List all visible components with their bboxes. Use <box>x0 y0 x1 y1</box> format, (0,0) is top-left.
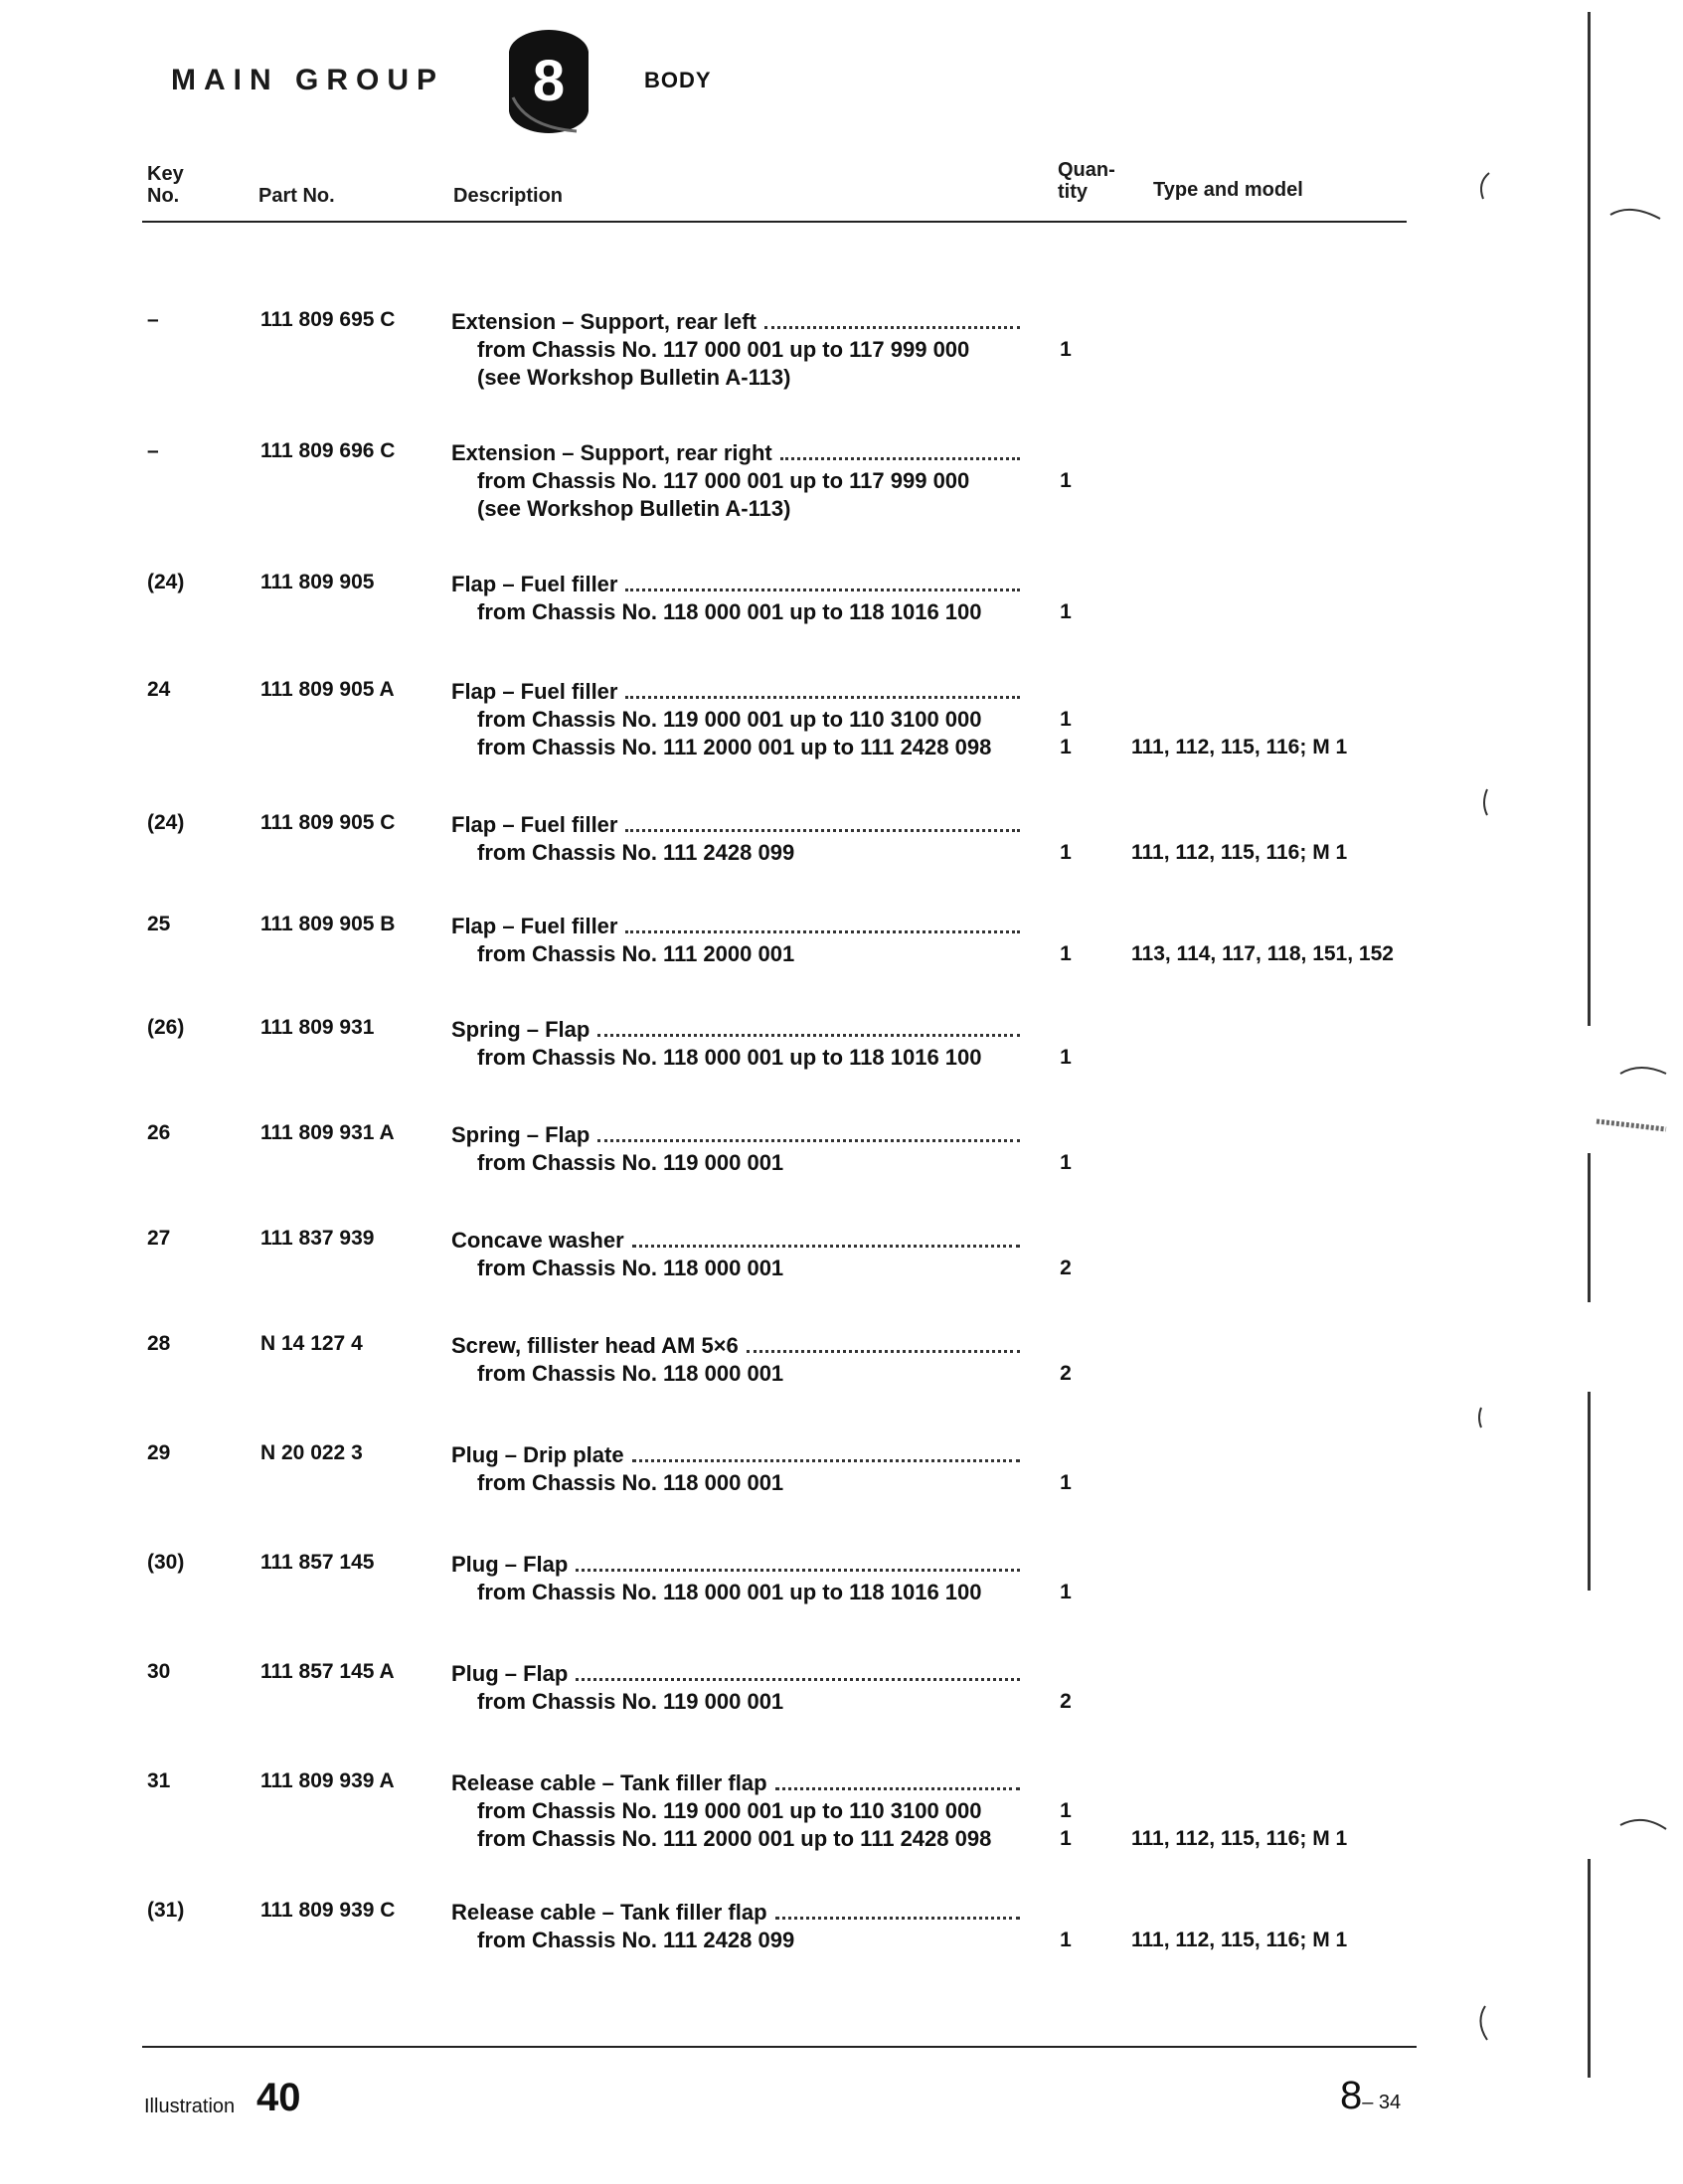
type-model-value <box>1131 467 1137 495</box>
description-detail: from Chassis No. 111 2428 099 <box>477 1928 795 1952</box>
description-detail: from Chassis No. 118 000 001 <box>477 1361 784 1386</box>
quantity-value: 1 <box>1060 736 1072 758</box>
key-number: (24) <box>147 571 185 593</box>
description-title: Flap – Fuel filler <box>451 914 618 938</box>
description-title: Extension – Support, rear left <box>451 309 757 334</box>
key-number: 24 <box>147 678 171 701</box>
type-model-value <box>1131 1360 1137 1388</box>
part-number: 111 809 939 A <box>260 1769 395 1792</box>
dot-leader <box>632 1227 1020 1248</box>
quantity-value: 1 <box>1060 600 1072 623</box>
description <box>451 678 1020 761</box>
description <box>451 1899 1020 1954</box>
part-number: 111 857 145 A <box>260 1660 395 1683</box>
description-title-line <box>451 1899 1020 1927</box>
description-detail: (see Workshop Bulletin A-113) <box>477 365 791 390</box>
description-detail: from Chassis No. 119 000 001 up to 110 3100 000 <box>477 1798 982 1823</box>
type-model <box>1131 1469 1137 1497</box>
type-model-value <box>1131 1469 1137 1497</box>
type-model <box>1131 1927 1347 1954</box>
description-detail: from Chassis No. 111 2000 001 up to 111 2428 098 <box>477 1826 992 1851</box>
description <box>451 439 1020 523</box>
type-model-value <box>1131 1149 1137 1177</box>
dot-leader <box>625 913 1020 933</box>
key-number: 27 <box>147 1227 171 1250</box>
part-number: 111 809 939 C <box>260 1899 396 1922</box>
type-model <box>1131 1688 1137 1716</box>
part-number: 111 837 939 <box>260 1227 375 1250</box>
description-detail: from Chassis No. 118 000 001 up to 118 1016 100 <box>477 599 982 624</box>
quantity-value: 1 <box>1060 338 1072 361</box>
dot-leader <box>576 1660 1020 1681</box>
quantity-value: 1 <box>1060 1471 1072 1494</box>
description-title: Release cable – Tank filler flap <box>451 1900 767 1925</box>
type-model-value <box>1131 706 1347 734</box>
part-number: 111 809 931 <box>260 1016 375 1039</box>
description-title: Plug – Flap <box>451 1661 569 1686</box>
description-title-line <box>451 1121 1020 1149</box>
type-model-value <box>1131 1579 1137 1606</box>
type-model <box>1131 706 1347 761</box>
type-model <box>1131 1360 1137 1388</box>
type-model <box>1131 1044 1137 1072</box>
type-model-value <box>1131 598 1137 626</box>
quantity <box>1058 839 1074 867</box>
part-number: N 14 127 4 <box>260 1332 363 1355</box>
description <box>451 1227 1020 1282</box>
description <box>451 1551 1020 1606</box>
key-number: 26 <box>147 1121 171 1144</box>
description <box>451 913 1020 968</box>
description-title-line <box>451 913 1020 940</box>
description-detail: from Chassis No. 117 000 001 up to 117 999 000 <box>477 337 970 362</box>
quantity <box>1058 1797 1074 1853</box>
description-detail: from Chassis No. 119 000 001 up to 110 3100 000 <box>477 707 982 732</box>
description-title-line <box>451 1441 1020 1469</box>
group-number-badge <box>507 28 590 135</box>
dot-leader <box>632 1441 1020 1462</box>
description-detail: from Chassis No. 118 000 001 up to 118 1016 100 <box>477 1580 982 1604</box>
type-model-value <box>1131 495 1137 523</box>
type-model <box>1131 336 1137 392</box>
illustration-number: 40 <box>256 2076 301 2119</box>
quantity-value: 1 <box>1060 942 1072 965</box>
type-model-value <box>1131 1255 1137 1282</box>
description-title: Release cable – Tank filler flap <box>451 1770 767 1795</box>
type-model-value: 113, 114, 117, 118, 151, 152 <box>1131 942 1394 965</box>
description <box>451 1016 1020 1072</box>
part-number: 111 809 695 C <box>260 308 396 331</box>
part-number: 111 809 696 C <box>260 439 396 462</box>
quantity <box>1058 336 1074 392</box>
type-model <box>1131 1579 1137 1606</box>
main-group-label: MAIN GROUP <box>171 64 444 96</box>
key-number: 30 <box>147 1660 171 1683</box>
type-model-value <box>1131 364 1137 392</box>
key-number: 25 <box>147 913 171 935</box>
col-type-model: Type and model <box>1153 179 1303 201</box>
dot-leader <box>775 1769 1020 1790</box>
quantity-value: 1 <box>1060 1581 1072 1603</box>
quantity-value <box>1058 495 1074 523</box>
col-description: Description <box>453 185 564 207</box>
quantity <box>1058 1149 1074 1177</box>
description <box>451 571 1020 626</box>
description-detail: from Chassis No. 119 000 001 <box>477 1689 784 1714</box>
quantity-value <box>1058 364 1074 392</box>
dot-leader <box>747 1332 1020 1353</box>
quantity <box>1058 1255 1074 1282</box>
type-model-value: 111, 112, 115, 116; M 1 <box>1131 841 1348 864</box>
type-model <box>1131 598 1137 626</box>
description-detail: from Chassis No. 111 2000 001 <box>477 941 795 966</box>
quantity-value: 2 <box>1060 1257 1072 1279</box>
description <box>451 1769 1020 1853</box>
description <box>451 1660 1020 1716</box>
quantity <box>1058 1579 1074 1606</box>
description-title: Screw, fillister head AM 5×6 <box>451 1333 739 1358</box>
description-detail: from Chassis No. 111 2000 001 up to 111 2428 098 <box>477 735 992 759</box>
description-title: Plug – Drip plate <box>451 1442 624 1467</box>
description-title: Extension – Support, rear right <box>451 440 772 465</box>
part-number: 111 809 905 C <box>260 811 396 834</box>
type-model <box>1131 1255 1137 1282</box>
quantity <box>1058 467 1074 523</box>
description <box>451 308 1020 392</box>
quantity-value: 1 <box>1060 841 1072 864</box>
col-quantity: Quan- tity <box>1058 159 1115 203</box>
description-detail: from Chassis No. 111 2428 099 <box>477 840 795 865</box>
footer-rule <box>142 2046 1417 2048</box>
description-title-line <box>451 1769 1020 1797</box>
type-model-value: 111, 112, 115, 116; M 1 <box>1131 1929 1348 1951</box>
type-model-value: 111, 112, 115, 116; M 1 <box>1131 1827 1348 1850</box>
dot-leader <box>576 1551 1020 1572</box>
description <box>451 1441 1020 1497</box>
key-number: 28 <box>147 1332 171 1355</box>
description-title: Flap – Fuel filler <box>451 572 618 596</box>
dot-leader <box>625 571 1020 591</box>
description-title-line <box>451 1332 1020 1360</box>
dot-leader <box>625 678 1020 699</box>
type-model-value <box>1131 1688 1137 1716</box>
dot-leader <box>625 811 1020 832</box>
description <box>451 1121 1020 1177</box>
description-title-line <box>451 1227 1020 1255</box>
description-title-line <box>451 811 1020 839</box>
page-number-sub: – 34 <box>1362 2092 1402 2113</box>
dot-leader <box>597 1016 1020 1037</box>
part-number: 111 809 931 A <box>260 1121 395 1144</box>
quantity <box>1058 1927 1074 1954</box>
quantity-value: 2 <box>1060 1362 1072 1385</box>
col-key-no: Key No. <box>147 163 184 207</box>
quantity-value: 1 <box>1060 1046 1072 1069</box>
dot-leader <box>597 1121 1020 1142</box>
key-number: (26) <box>147 1016 185 1039</box>
key-number: 31 <box>147 1769 171 1792</box>
description-title-line <box>451 571 1020 598</box>
quantity <box>1058 1469 1074 1497</box>
part-number: 111 809 905 <box>260 571 375 593</box>
quantity-value: 1 <box>1060 1151 1072 1174</box>
type-model <box>1131 467 1137 523</box>
description <box>451 1332 1020 1388</box>
description-title: Concave washer <box>451 1228 624 1253</box>
description <box>451 811 1020 867</box>
quantity-value: 1 <box>1060 1799 1072 1822</box>
dot-leader <box>775 1899 1020 1920</box>
description-title-line <box>451 1660 1020 1688</box>
type-model <box>1131 940 1394 968</box>
type-model <box>1131 1149 1137 1177</box>
part-number: 111 809 905 A <box>260 678 395 701</box>
key-number: – <box>147 308 159 331</box>
section-title: BODY <box>644 68 712 92</box>
description-detail: from Chassis No. 117 000 001 up to 117 999 000 <box>477 468 970 493</box>
quantity <box>1058 940 1074 968</box>
description-title-line <box>451 439 1020 467</box>
type-model-value <box>1131 1797 1347 1825</box>
type-model <box>1131 1797 1347 1853</box>
quantity <box>1058 1688 1074 1716</box>
description-title: Spring – Flap <box>451 1017 590 1042</box>
key-number: 29 <box>147 1441 171 1464</box>
group-number: 8 <box>532 49 566 113</box>
quantity <box>1058 1044 1074 1072</box>
illustration-label: Illustration <box>144 2096 236 2117</box>
quantity-value: 1 <box>1060 708 1072 731</box>
type-model-value: 111, 112, 115, 116; M 1 <box>1131 736 1348 758</box>
key-number: – <box>147 439 159 462</box>
description-title-line <box>451 678 1020 706</box>
key-number: (31) <box>147 1899 185 1922</box>
quantity-value: 1 <box>1060 469 1072 492</box>
type-model-value <box>1131 1044 1137 1072</box>
type-model-value <box>1131 336 1137 364</box>
page-number-main: 8 <box>1340 2074 1363 2117</box>
description-title-line <box>451 308 1020 336</box>
part-number: N 20 022 3 <box>260 1441 363 1464</box>
part-number: 111 809 905 B <box>260 913 396 935</box>
key-number: (24) <box>147 811 185 834</box>
description-detail: from Chassis No. 118 000 001 <box>477 1256 784 1280</box>
description-title-line <box>451 1016 1020 1044</box>
dot-leader <box>780 439 1020 460</box>
description-title: Plug – Flap <box>451 1552 569 1577</box>
description-detail: from Chassis No. 119 000 001 <box>477 1150 784 1175</box>
key-number: (30) <box>147 1551 185 1574</box>
quantity <box>1058 1360 1074 1388</box>
description-title: Flap – Fuel filler <box>451 679 618 704</box>
description-title-line <box>451 1551 1020 1579</box>
page-number <box>1340 2074 1401 2118</box>
description-detail: from Chassis No. 118 000 001 <box>477 1470 784 1495</box>
quantity-value: 1 <box>1060 1827 1072 1850</box>
margin-scan-marks-icon <box>1471 159 1670 2107</box>
quantity <box>1058 598 1074 626</box>
type-model <box>1131 839 1347 867</box>
quantity-value: 1 <box>1060 1929 1072 1951</box>
quantity-value: 2 <box>1060 1690 1072 1713</box>
col-part-no: Part No. <box>258 185 335 207</box>
description-title: Flap – Fuel filler <box>451 812 618 837</box>
header-rule <box>142 221 1407 223</box>
dot-leader <box>764 308 1020 329</box>
description-detail: from Chassis No. 118 000 001 up to 118 1016 100 <box>477 1045 982 1070</box>
description-title: Spring – Flap <box>451 1122 590 1147</box>
description-detail: (see Workshop Bulletin A-113) <box>477 496 791 521</box>
part-number: 111 857 145 <box>260 1551 375 1574</box>
quantity <box>1058 706 1074 761</box>
